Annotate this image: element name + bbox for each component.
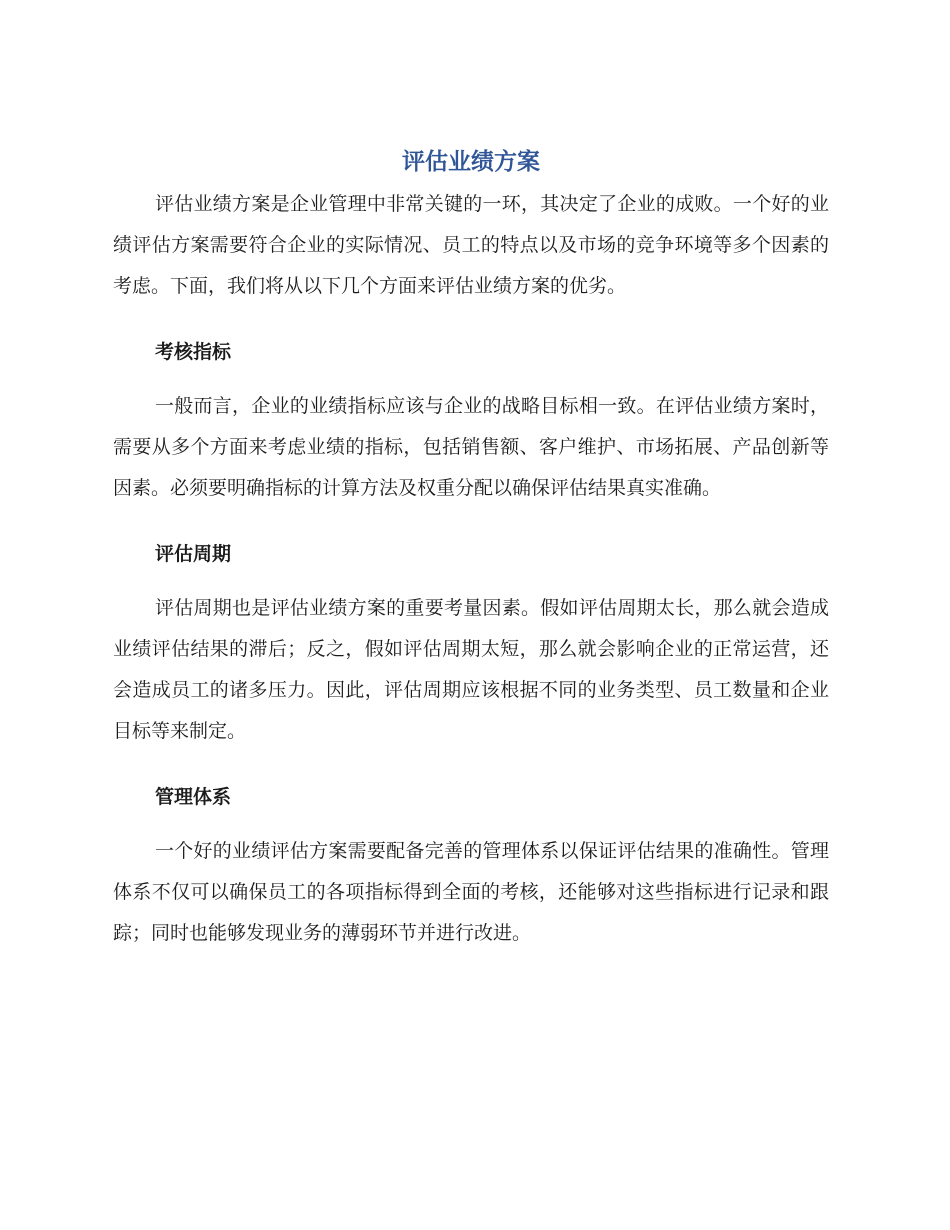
section-heading-kpi: 考核指标	[155, 341, 232, 363]
document-title: 评估业绩方案	[402, 149, 540, 175]
section-heading-management: 管理体系	[155, 786, 232, 808]
intro-paragraph: 评估业绩方案是企业管理中非常关键的一环，其决定了企业的成败。一个好的业绩评估方案需要符合企业的实际情况、员工的特点以及市场的竞争环境等多个因素的考虑。下面，我们将从以下几个方面来评估业绩方案的优劣。	[113, 193, 829, 297]
section-body-cycle: 评估周期也是评估业绩方案的重要考量因素。假如评估周期太长，那么就会造成业绩评估结果的滞后；反之，假如评估周期太短，那么就会影响企业的正常运营，还会造成员工的诸多压力。因此，评估周期应该根据不同的业务类型、员工数量和企业目标等来制定。	[113, 597, 829, 742]
section-heading-cycle: 评估周期	[155, 543, 232, 565]
section-body-kpi: 一般而言，企业的业绩指标应该与企业的战略目标相一致。在评估业绩方案时，需要从多个方面来考虑业绩的指标，包括销售额、客户维护、市场拓展、产品创新等因素。必须要明确指标的计算方法及权重分配以确保评估结果真实准确。	[113, 395, 829, 499]
document-content	[113, 140, 829, 954]
section-body-management: 一个好的业绩评估方案需要配备完善的管理体系以保证评估结果的准确性。管理体系不仅可以确保员工的各项指标得到全面的考核，还能够对这些指标进行记录和跟踪；同时也能够发现业务的薄弱环节并进行改进。	[113, 840, 829, 944]
